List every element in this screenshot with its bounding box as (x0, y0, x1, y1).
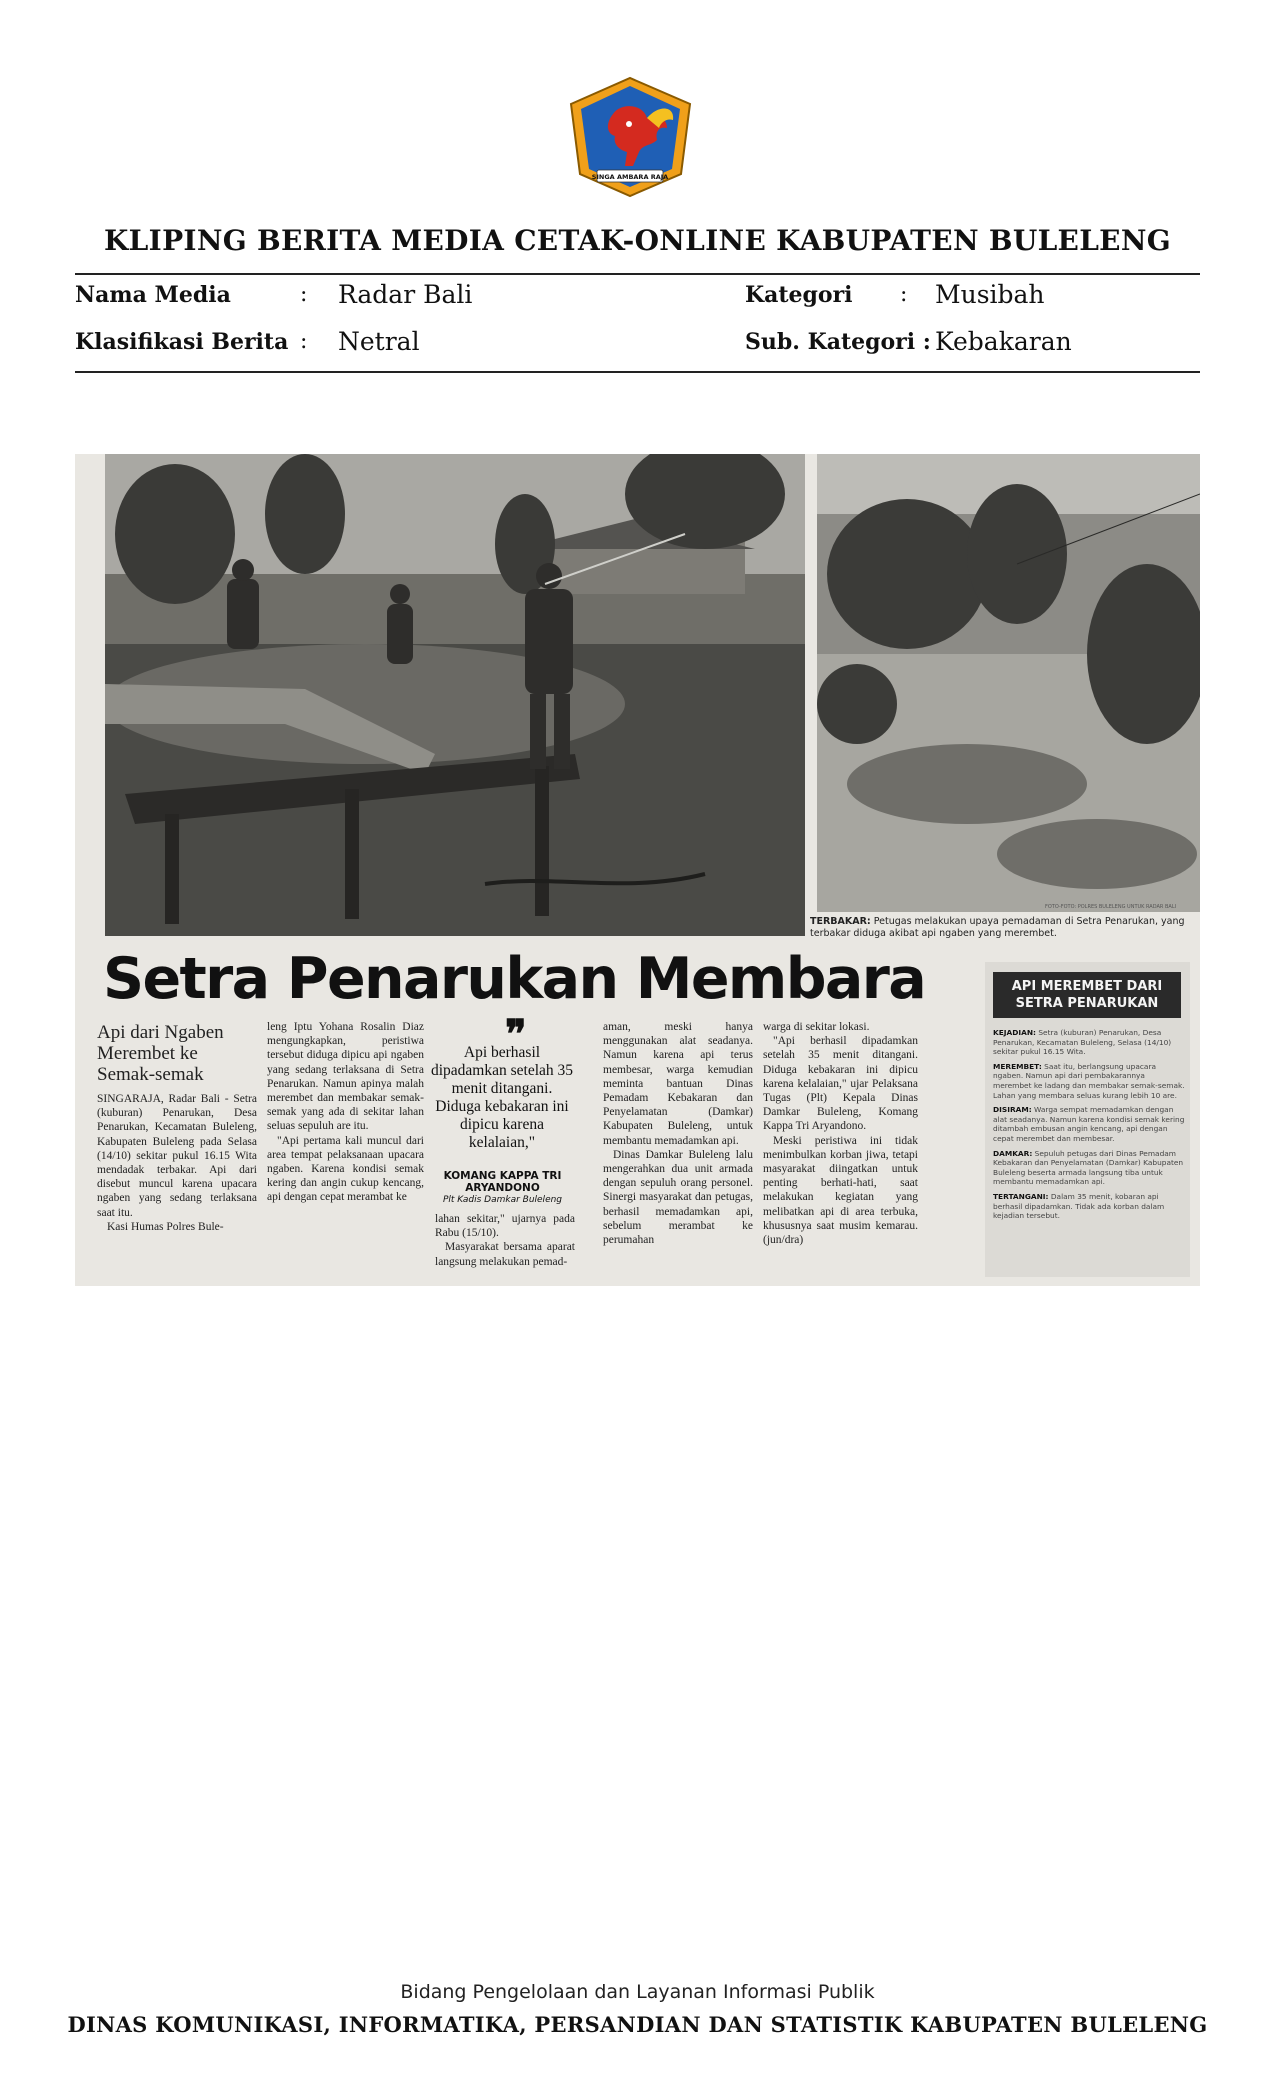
side-photo (817, 454, 1200, 912)
pull-quote: Api berhasil dipadamkan setelah 35 menit ditangani. Diduga kebakaran ini dipicu karena kelalaian," (430, 1044, 574, 1151)
article-headline: Setra Penarukan Membara (103, 946, 926, 1012)
article-paragraph: SINGARAJA, Radar Bali - Setra (kuburan) Penarukan, Desa Penarukan, Kecamatan Buleleng, Kabupaten Buleleng pada Selasa (14/10) sekitar pukul 16.15 Wita mendadak terbakar. Api dari disebut muncul karena upacara ngaben yang sedang terlaksana saat itu. (97, 1093, 257, 1219)
fact-box-list (993, 1028, 1185, 1226)
category-colon: : (900, 282, 908, 307)
article-column-3 (435, 1212, 575, 1269)
article-subhead: Api dari Ngaben Merembet ke Semak-semak (97, 1022, 224, 1085)
article-paragraph: leng Iptu Yohana Rosalin Diaz mengungkapkan, peristiwa tersebut diduga dipicu api ngaben yang sedang terlaksana di Setra Penarukan. Namun apinya malah merembet dan membakar semak-semak yang ada di sekitar lahan seluas sepuluh are itu. (267, 1021, 424, 1133)
lion-crest-icon (563, 74, 698, 200)
fact-box-title: API MEREMBET DARI SETRA PENARUKAN (993, 972, 1181, 1018)
document-title: KLIPING BERITA MEDIA CETAK-ONLINE KABUPATEN BULELENG (104, 224, 1171, 257)
fact-item: DISIRAM: Warga sempat memadamkan dengan alat seadanya. Namun karena kondisi semak kering ditambah embusan angin kencang, api dengan cepat merembet dan membesar. (993, 1105, 1185, 1143)
footer-division: Bidang Pengelolaan dan Layanan Informasi Publik (400, 1981, 875, 2003)
category-label: Kategori (745, 282, 853, 308)
fact-item: MEREMBET: Saat itu, berlangsung upacara ngaben. Namun api dari pembakarannya merembet ke ladang dan membakar semak-semak. Lahan yang membara seluas kurang lebih 10 are. (993, 1061, 1185, 1100)
subcategory-value: Kebakaran (935, 327, 1072, 356)
category-value: Musibah (935, 280, 1045, 309)
caption-label: TERBAKAR: (810, 916, 871, 927)
regency-logo (563, 74, 698, 200)
article-column-5 (763, 1020, 918, 1247)
burnt-field-image (817, 454, 1200, 912)
article-paragraph: Dinas Damkar Buleleng lalu mengerahkan dua unit armada dengan sepuluh orang personel. Sinergi masyarakat dan petugas, berhasil memadamkan api, sebelum merambat ke perumahan (603, 1148, 753, 1247)
article-paragraph: aman, meski hanya menggunakan alat seadanya. Namun karena api terus membesar, warga kemudian meminta bantuan Dinas Pemadam Kebakaran dan Penyelamatan (Damkar) Kabupaten Buleleng, untuk membantu memadamkan api. (603, 1021, 753, 1147)
photo-credit: FOTO-FOTO: POLRES BULELENG UNTUK RADAR BALI (1045, 904, 1177, 910)
fact-item: KEJADIAN: Setra (kuburan) Penarukan, Desa Penarukan, Kecamatan Buleleng, Selasa (14/10) sekitar pukul 16.15 Wita. (993, 1028, 1172, 1057)
article-paragraph: Meski peristiwa ini tidak menimbulkan korban jiwa, tetapi masyarakat diingatkan untuk penting berhati-hati, saat melakukan kegiatan yang melibatkan api di area terbuka, khususnya saat musim kemarau. (jun/dra) (763, 1134, 918, 1247)
article-paragraph: "Api pertama kali muncul dari area tempat pelaksanaan upacara ngaben. Karena kondisi semak kering dan angin cukup kencang, api dengan cepat merambat ke (267, 1134, 424, 1204)
photo-caption (810, 916, 1195, 940)
article-paragraph: "Api berhasil dipadamkan setelah 35 menit ditangani. Diduga kebakaran ini dipicu karena kelalaian," ujar Pelaksana Tugas (Plt) Kepala Dinas Damkar Buleleng, Komang Kappa Tri Aryandono. (763, 1035, 918, 1133)
media-value: Radar Bali (338, 280, 473, 309)
header-rule-top (75, 273, 1200, 275)
svg-text:SINGA AMBARA RAJA: SINGA AMBARA RAJA (591, 173, 669, 181)
media-colon: : (300, 282, 308, 307)
firefighting-scene-image (105, 454, 805, 936)
newspaper-clipping (75, 454, 1200, 1286)
classification-value: Netral (338, 327, 420, 356)
classification-colon: : (300, 329, 308, 354)
article-paragraph: Kasi Humas Polres Bule- (107, 1220, 224, 1233)
article-column-2 (267, 1020, 424, 1205)
pull-quote-name: KOMANG KAPPA TRI ARYANDONO (443, 1170, 562, 1194)
article-paragraph: Masyarakat bersama aparat langsung melakukan pemad- (435, 1241, 575, 1268)
pull-quote-role: Plt Kadis Damkar Buleleng (442, 1195, 563, 1205)
classification-label: Klasifikasi Berita (75, 329, 289, 355)
article-paragraph: warga di sekitar lokasi. (763, 1021, 870, 1033)
caption-text: Petugas melakukan upaya pemadaman di Setra Penarukan, yang terbakar diduga akibat api ngaben yang merembet. (810, 916, 1185, 939)
header-rule-bottom (75, 371, 1200, 373)
article-paragraph: lahan sekitar," ujarnya pada Rabu (15/10). (435, 1213, 575, 1240)
fact-item: TERTANGANI: Dalam 35 menit, kobaran api berhasil dipadamkan. Tidak ada korban dalam kejadian tersebut. (993, 1191, 1165, 1221)
subcategory-label: Sub. Kategori : (745, 329, 931, 355)
quote-icon: ❞ (505, 1011, 527, 1058)
article-column-1 (97, 1092, 257, 1234)
fact-item: DAMKAR: Sepuluh petugas dari Dinas Pemadam Kebakaran dan Penyelamatan (Damkar) Kabupaten Buleleng beserta armada langsung tiba untuk membantu memadamkan api. (993, 1148, 1184, 1187)
media-label: Nama Media (75, 282, 231, 308)
main-photo (105, 454, 805, 936)
footer-agency: DINAS KOMUNIKASI, INFORMATIKA, PERSANDIAN DAN STATISTIK KABUPATEN BULELENG (67, 2012, 1208, 2037)
article-column-4 (603, 1020, 753, 1247)
